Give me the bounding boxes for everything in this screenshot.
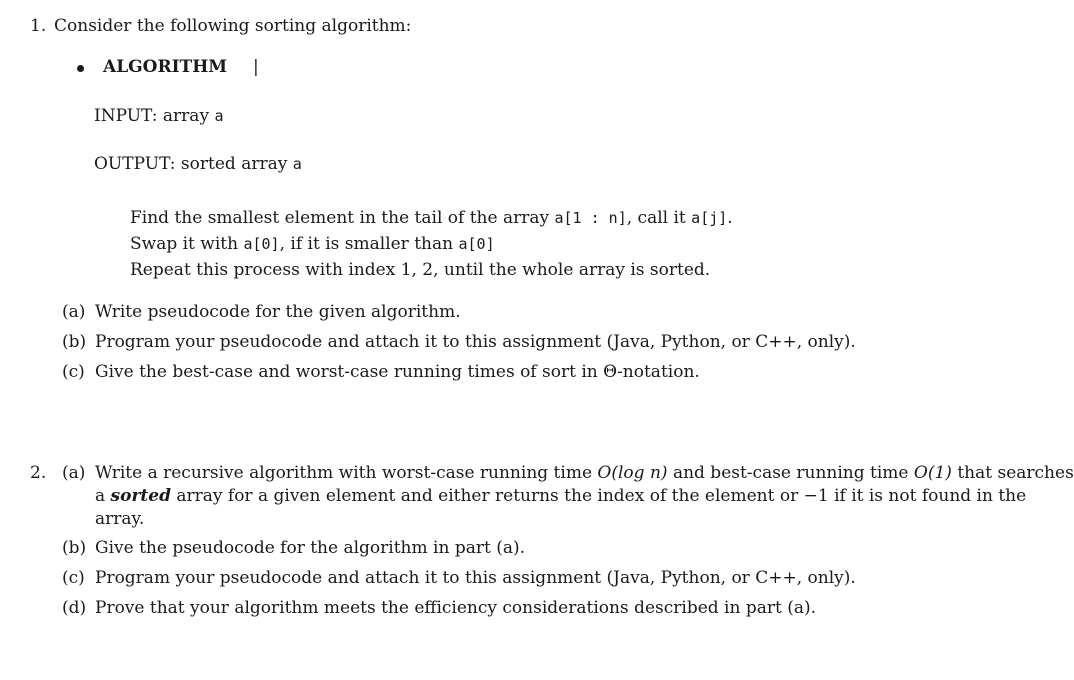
algo-step-1	[130, 208, 733, 228]
q2-part-d-text: Prove that your algorithm meets the efficiency considerations described in part (a).	[95, 598, 817, 618]
input-label: INPUT: array	[94, 106, 210, 126]
step2-text-2: , if it is smaller than	[279, 234, 454, 254]
q2-part-b-label: (b)	[62, 538, 87, 558]
step2-text-1: Swap it with	[130, 234, 239, 254]
step2-code-1: a[0]	[243, 235, 280, 253]
algo-step-3: Repeat this process with index 1, 2, until the whole array is sorted.	[130, 260, 711, 280]
q2a-bigo-1: O(log n)	[597, 463, 668, 483]
algo-step-2	[130, 234, 495, 254]
step2-code-2: a[0]	[458, 235, 495, 253]
q1-part-b-label: (b)	[62, 332, 87, 352]
q2-part-a-line2	[95, 486, 1027, 506]
step1-text-1: Find the smallest element in the tail of the array	[130, 208, 550, 228]
q1-part-a-label: (a)	[62, 302, 86, 322]
algorithm-title: ALGORITHM	[103, 57, 228, 77]
q2a-bigo-2: O(1)	[913, 463, 952, 483]
output-line	[94, 154, 302, 174]
q2a-text-2: and best-case running time	[672, 463, 909, 483]
q2a-sorted-word: sorted	[110, 486, 171, 506]
q1-part-b-text: Program your pseudocode and attach it to this assignment (Java, Python, or C++, only).	[95, 332, 856, 352]
q2a-text-1: Write a recursive algorithm with worst-case running time	[95, 463, 593, 483]
output-var: a	[292, 155, 302, 173]
output-label: OUTPUT: sorted array	[94, 154, 288, 174]
q2-part-c-label: (c)	[62, 568, 85, 588]
q2-part-a-line1	[95, 463, 1074, 483]
step1-text-2: , call it	[626, 208, 686, 228]
q2-part-c-text: Program your pseudocode and attach it to this assignment (Java, Python, or C++, only).	[95, 568, 856, 588]
q1-part-a-text: Write pseudocode for the given algorithm.	[95, 302, 461, 322]
q2a-text-4: a	[95, 486, 106, 506]
q1-part-c-text: Give the best-case and worst-case running times of sort in Θ-notation.	[95, 362, 700, 382]
q2-number: 2.	[30, 463, 47, 483]
algorithm-title-bar: |	[253, 57, 259, 77]
bullet-icon	[77, 65, 84, 72]
q2-part-a-line3: array.	[95, 509, 145, 529]
step1-text-3: .	[727, 208, 733, 228]
q2a-text-3: that searches	[957, 463, 1074, 483]
step1-code-1: a[1 : n]	[554, 209, 627, 227]
q2-part-b-text: Give the pseudocode for the algorithm in part (a).	[95, 538, 525, 558]
q1-part-c-label: (c)	[62, 362, 85, 382]
q1-intro: Consider the following sorting algorithm:	[54, 16, 412, 36]
q1-number: 1.	[30, 16, 47, 36]
q2-part-d-label: (d)	[62, 598, 87, 618]
q2a-text-5: array for a given element and either returns the index of the element or −1 if it is not found in the	[176, 486, 1027, 506]
input-line	[94, 106, 224, 126]
q2-part-a-label: (a)	[62, 463, 86, 483]
input-var: a	[214, 107, 224, 125]
step1-code-2: a[j]	[691, 209, 728, 227]
